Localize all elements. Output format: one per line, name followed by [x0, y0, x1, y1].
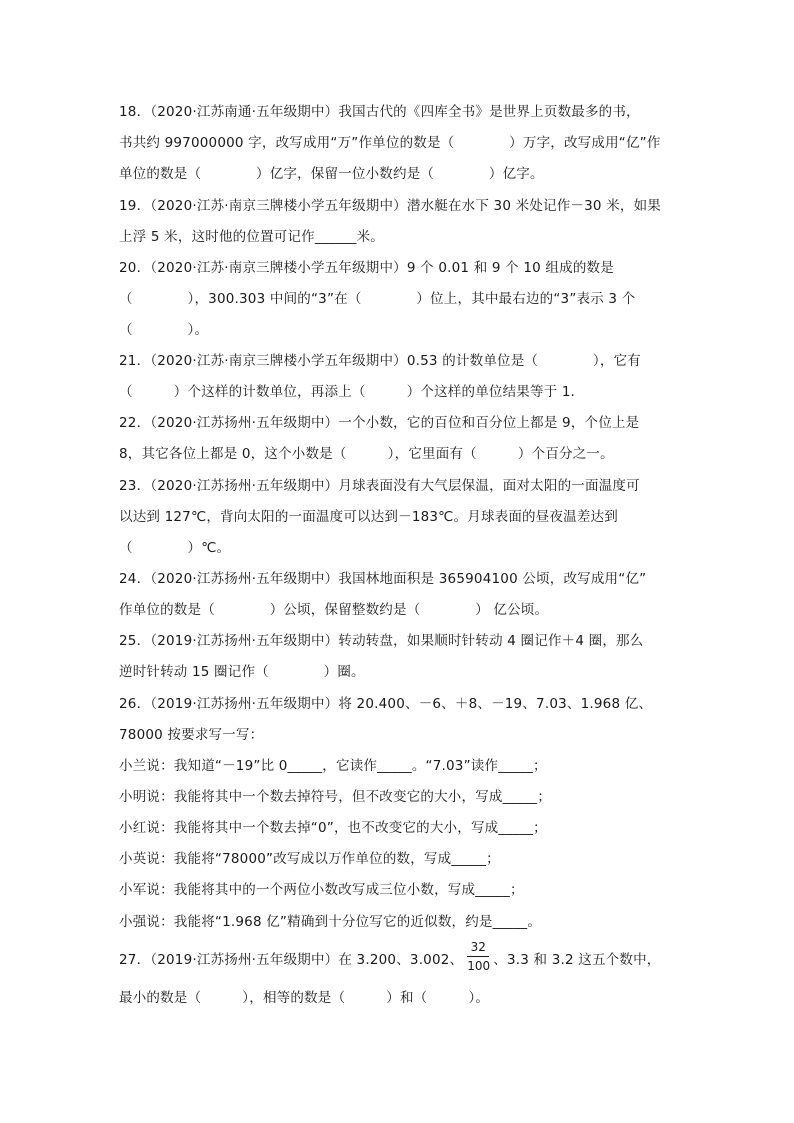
q23-line-3: （ ）℃。	[119, 540, 231, 556]
q20-line-1: 20．（2020·江苏·南京三牌楼小学五年级期中）9 个 0.01 和 9 个 10 组成的数是	[119, 260, 614, 276]
q27-line-2: 最小的数是（ ），相等的数是（ ）和（ ）。	[119, 990, 490, 1006]
q26-line-2: 78000 按要求写一写：	[119, 727, 264, 743]
q26-xiaolan: 小兰说：我知道“－19”比 0_____，它读作_____。“7.03”读作_____；	[119, 758, 547, 774]
q26-xiaojun: 小军说：我能将其中的一个两位小数改写成三位小数，写成_____；	[119, 882, 524, 898]
fraction-denominator: 100	[467, 959, 491, 973]
q21-line-2: （ ）个这样的计数单位，再添上（ ）个这样的单位结果等于 1．	[119, 384, 585, 400]
q22-line-2: 8，其它各位上都是 0，这个小数是（ ），它里面有（ ）个百分之一。	[119, 446, 614, 462]
fraction-32-over-100	[467, 940, 489, 973]
fraction-bar	[467, 956, 489, 957]
q23-line-2: 以达到 127℃，背向太阳的一面温度可以达到－183℃。月球表面的昼夜温差达到	[119, 509, 618, 525]
q27-line-1-head: 27．（2019·江苏扬州·五年级期中）在 3.200、3.002、	[119, 952, 464, 968]
q25-line-2: 逆时针转动 15 圈记作（ ）圈。	[119, 664, 365, 680]
q26-xiaohong: 小红说：我能将其中一个数去掉“0”，也不改变它的大小，写成_____；	[119, 820, 547, 836]
q26-xiaoming: 小明说：我能将其中一个数去掉符号，但不改变它的大小，写成_____；	[119, 789, 552, 805]
q26-line-1: 26．（2019·江苏扬州·五年级期中）将 20.400、－6、＋8、－19、7.03、1.968 亿、	[119, 696, 653, 712]
q27-line-1-tail: 、3.3 和 3.2 这五个数中，	[493, 952, 661, 968]
q27-line-1	[119, 950, 660, 970]
q26-xiaoqiang: 小强说：我能将“1.968 亿”精确到十分位写它的近似数，约是_____。	[119, 914, 542, 930]
q18-line-3: 单位的数是（ ）亿字，保留一位小数约是（ ）亿字。	[119, 166, 544, 182]
q23-line-1: 23．（2020·江苏扬州·五年级期中）月球表面没有大气层保温，面对太阳的一面温度可	[119, 478, 640, 494]
q24-line-1: 24．（2020·江苏扬州·五年级期中）我国林地面积是 365904100 公顷，改写成用“亿”	[119, 571, 647, 587]
q21-line-1: 21．（2020·江苏·南京三牌楼小学五年级期中）0.53 的计数单位是（ ），它有	[119, 353, 641, 369]
q18-line-2: 书共约 997000000 字，改写成用“万”作单位的数是（ ）万字，改写成用“亿”作	[119, 135, 661, 151]
q26-xiaoying: 小英说：我能将“78000”改写成以万作单位的数，写成_____；	[119, 851, 500, 867]
fraction-numerator: 32	[470, 940, 486, 954]
q19-line-2: 上浮 5 米，这时他的位置可记作______米。	[119, 229, 384, 245]
q24-line-2: 作单位的数是（ ）公顷，保留整数约是（ ） 亿公顷。	[119, 602, 549, 618]
q20-line-3: （ ）。	[119, 322, 209, 338]
q20-line-2: （ ），300.303 中间的“3”在（ ）位上，其中最右边的“3”表示 3 个	[119, 291, 636, 307]
q25-line-1: 25．（2019·江苏扬州·五年级期中）转动转盘，如果顺时针转动 4 圈记作＋4 圈，那么	[119, 633, 644, 649]
q18-line-1: 18．（2020·江苏南通·五年级期中）我国古代的《四库全书》是世界上页数最多的书，	[119, 104, 640, 120]
q22-line-1: 22．（2020·江苏扬州·五年级期中）一个小数，它的百位和百分位上都是 9，个位上是	[119, 415, 640, 431]
q19-line-1: 19．（2020·江苏·南京三牌楼小学五年级期中）潜水艇在水下 30 米处记作－30 米，如果	[119, 198, 661, 214]
